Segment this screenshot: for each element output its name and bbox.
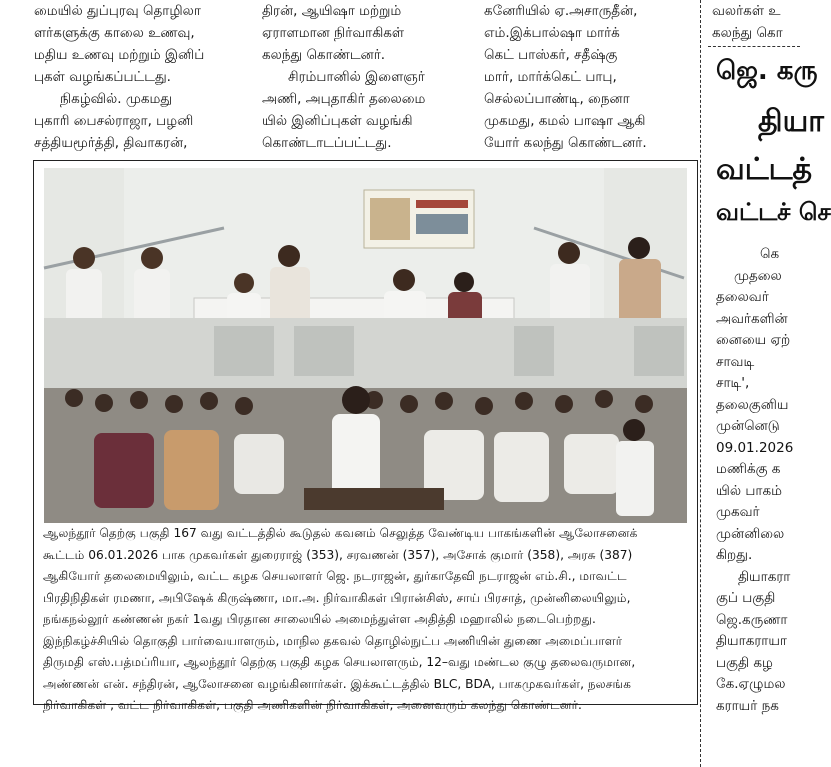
headline-line-4: வட்டச் செ: [716, 198, 831, 226]
text-line: முதலை: [734, 267, 782, 284]
text-line: திரன், ஆயிஷா மற்றும்: [262, 3, 402, 19]
right-article-body: [716, 244, 793, 717]
text-line: கலந்து கொண்டனர்.: [262, 47, 386, 63]
text-line: பகுதி கழ: [716, 654, 773, 671]
right-article-column: [706, 0, 831, 767]
text-line: ஜெ.கருணா: [716, 611, 788, 628]
text-line: எம்.இக்பால்ஷா மார்க்: [484, 25, 620, 41]
text-line: முன்னெடு: [716, 418, 780, 434]
text-line: புகாரி பைசல்ராஜா, பழனி: [34, 113, 194, 129]
text-line: யோர் கலந்து கொண்டனர்.: [484, 135, 647, 151]
text-line: புகள் வழங்கப்பட்டது.: [34, 69, 171, 85]
text-line: சாடி',: [716, 375, 750, 391]
text-line: தலைகுனிய: [716, 396, 789, 413]
headline-line-1: ஜெ. கரு: [716, 56, 818, 86]
caption-line: நங்கநல்லூர் கண்ணன் நகர் 1வது பிரதான சாலையில் அமைந்துள்ள அதித்தி மஹாலில் நடைபெற்றது.: [43, 612, 596, 626]
text-line: அவர்களின்: [716, 310, 788, 327]
caption-line: அண்ணன் என். சந்திரன், ஆலோசனை வழங்கினார்கள். இக்கூட்டத்தில் BLC, BDA, பாகமுகவர்கள், நலசங்க: [43, 676, 631, 691]
column-rule: [700, 0, 701, 767]
text-line: 09.01.2026: [716, 439, 794, 456]
article-column-3: [484, 0, 696, 154]
text-line: சத்தியமூர்த்தி, திவாகரன்,: [34, 135, 188, 151]
text-line: கெட் பாஸ்கர், சதீஷ்கு: [484, 47, 618, 63]
text-line: தியாகரா: [738, 568, 791, 585]
text-line: ளர்களுக்கு காலை உணவு,: [34, 25, 195, 41]
article-column-2: [262, 0, 472, 154]
headline-line-2: தியா: [758, 104, 824, 139]
text-line: ஏராளமான நிர்வாகிகள்: [262, 25, 405, 41]
headline-line-3: வட்டத்: [716, 152, 813, 187]
article-column-1: [34, 0, 252, 154]
text-line: வலர்கள் உ: [712, 3, 781, 19]
text-line: நிகழ்வில். முகமது: [60, 91, 173, 107]
text-line: கெ: [760, 246, 780, 262]
text-line: செல்லப்பாண்டி, நைனா: [484, 91, 630, 107]
caption-line: இந்நிகழ்ச்சியில் தொகுதி பார்வையாளரும், மாநில தகவல் தொழில்நுட்ப அணியின் துணை அமைப்பாளர்: [43, 633, 623, 648]
caption-line: திருமதி எஸ்.பத்மப்ரியா, ஆலந்தூர் தெற்கு பகுதி கழக செயலாளரும், 12–வது மண்டல குழு தலைவருமான,: [43, 655, 636, 669]
meeting-photo-illustration: [44, 168, 687, 523]
text-line: கலந்து கொ: [712, 25, 783, 41]
caption-line: ஆகியோர் தலைமையிலும், வட்ட கழக செயலாளர் ஜெ. நடராஜன், துர்காதேவி நடராஜன் எம்.சி., மாவட்ட: [43, 569, 627, 583]
text-line: மதிய உணவு மற்றும் இனிப்: [34, 47, 205, 63]
text-line: கிறது.: [716, 547, 753, 563]
audience: [44, 386, 687, 523]
text-line: முகமது, கமல் பாஷா ஆகி: [484, 113, 646, 129]
text-line: மணிக்கு க: [716, 461, 781, 477]
text-line: முகவர்: [716, 504, 760, 520]
text-line: னையை ஏற்: [716, 332, 791, 348]
text-line: சிரம்பானில் இளைஞர்: [288, 69, 425, 85]
text-line: யில் இனிப்புகள் வழங்கி: [262, 113, 413, 129]
caption-line: கூட்டம் 06.01.2026 பாக முகவர்கள் துரைராஜ் (353), சரவணன் (357), அசோக் குமார் (358), அரசு (387): [43, 547, 633, 562]
caption-line: ஆலந்தூர் தெற்கு பகுதி 167 வது வட்டத்தில் கூடுதல் கவனம் செலுத்த வேண்டிய பாகங்களின் ஆலோசனைக்: [43, 526, 638, 540]
news-photo-box: [33, 160, 698, 712]
text-line: கொண்டாடப்பட்டது.: [262, 135, 392, 151]
text-line: தியாகராயா: [716, 633, 787, 649]
text-line: மார், மார்க்கெட் பாபு,: [484, 69, 617, 85]
text-line: கனேரியில் ஏ.அசாருதீன்,: [484, 3, 638, 19]
text-line: முன்னிலை: [716, 525, 785, 542]
caption-line: நிர்வாகிகள் , வட்ட நிர்வாகிகள், பகுதி அணிகளின் நிர்வாகிகள், அனைவரும் கலந்து கொண்டனர்.: [43, 698, 582, 712]
text-line: தலைவர்: [716, 289, 769, 305]
text-line: குப் பகுதி: [716, 590, 776, 606]
text-line: மையில் துப்புரவு தொழிலா: [34, 3, 201, 19]
text-line: சாவடி: [716, 353, 755, 370]
caption-line: பிரதிநிதிகள் ரமணா, அபிஷேக் கிருஷ்ணா, மா.அ. நிர்வாகிகள் பிரான்சிஸ், சாய் பிரசாத், முன்னிலையிலும்,: [43, 590, 631, 605]
text-line: கே.ஏழுமல: [716, 676, 786, 692]
meeting-photo: [44, 168, 687, 523]
text-line: அணி, அபுதாகிர் தலைமை: [262, 91, 426, 107]
text-line: யில் பாகம்: [716, 482, 782, 499]
text-line: கராயர் நக: [716, 697, 779, 714]
photo-caption: [43, 523, 689, 717]
